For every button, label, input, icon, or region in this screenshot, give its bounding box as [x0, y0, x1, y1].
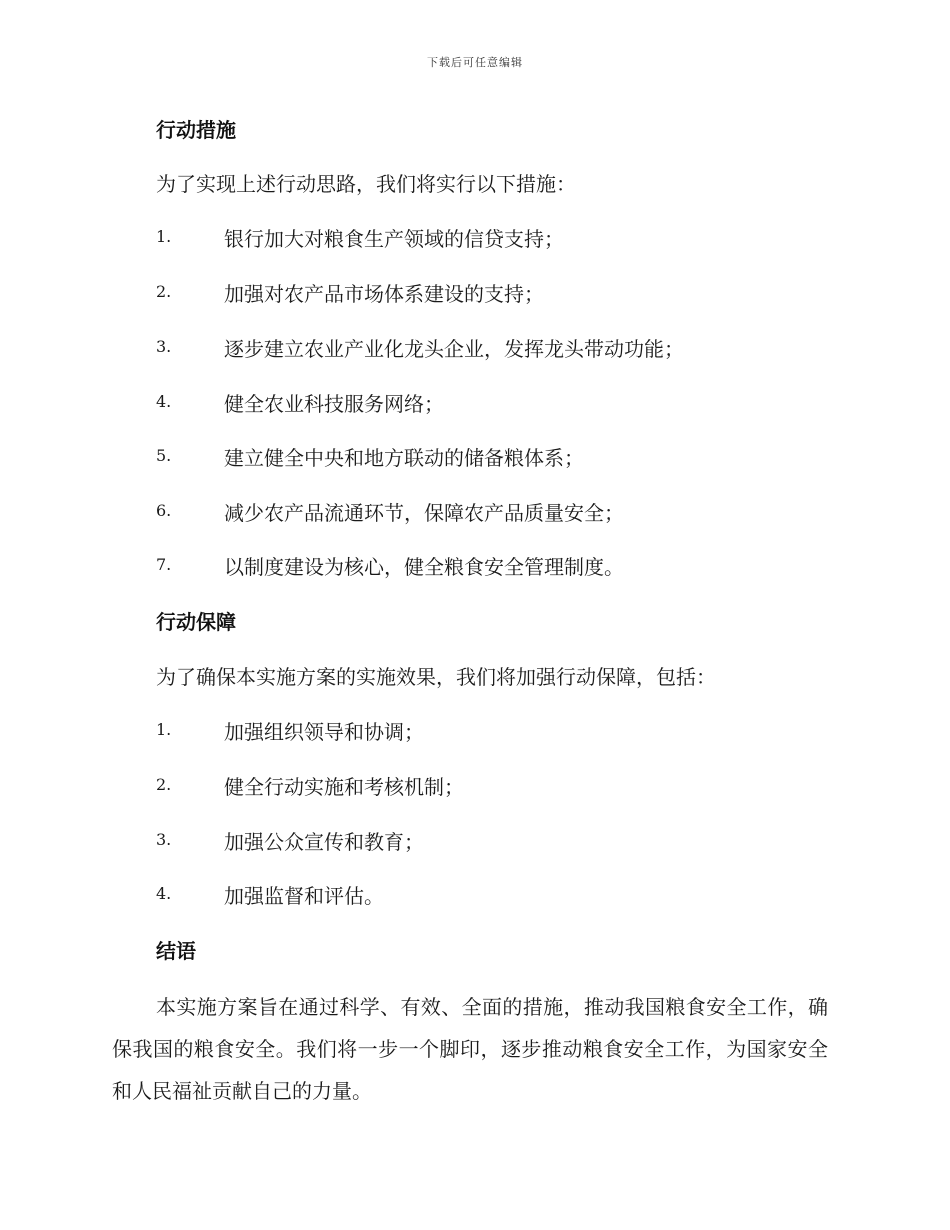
list-item-text: 减少农产品流通环节，保障农产品质量安全；	[224, 501, 624, 525]
list-item-text: 加强监督和评估。	[224, 884, 384, 908]
conclusion-paragraph: 本实施方案旨在通过科学、有效、全面的措施，推动我国粮食安全工作，确保我国的粮食安全。我们将一步一个脚印，逐步推动粮食安全工作，为国家安全和人民福祉贡献自己的力量。	[112, 995, 828, 1103]
list-item-number: 2.	[156, 775, 172, 794]
list-item	[156, 223, 856, 253]
list-item	[156, 826, 856, 856]
list-item-number: 3.	[156, 830, 172, 849]
list-item-text: 以制度建设为核心，健全粮食安全管理制度。	[224, 555, 624, 579]
list-item-text: 逐步建立农业产业化龙头企业，发挥龙头带动功能；	[224, 337, 684, 361]
list-item-text: 健全行动实施和考核机制；	[224, 775, 464, 799]
list-item-number: 2.	[156, 282, 172, 301]
list-item-text: 加强组织领导和协调；	[224, 720, 424, 744]
list-item	[156, 388, 856, 418]
list-item	[156, 278, 856, 308]
list-item-text: 加强公众宣传和教育；	[224, 830, 424, 854]
list-item-number: 4.	[156, 392, 172, 411]
list-item	[156, 880, 856, 910]
list-item-number: 1.	[156, 227, 172, 246]
header-note: 下载后可任意编辑	[427, 56, 523, 69]
list-item-number: 4.	[156, 884, 172, 903]
section-heading-measures: 行动措施	[156, 118, 236, 142]
list-item-number: 3.	[156, 337, 172, 356]
list-item-number: 1.	[156, 720, 172, 739]
list-item-text: 建立健全中央和地方联动的储备粮体系；	[224, 446, 584, 470]
list-item	[156, 497, 856, 527]
list-item	[156, 771, 856, 801]
section-intro-measures: 为了实现上述行动思路，我们将实行以下措施：	[156, 172, 576, 196]
list-item	[156, 442, 856, 472]
section-heading-conclusion: 结语	[156, 939, 196, 963]
list-item-text: 健全农业科技服务网络；	[224, 392, 444, 416]
list-item	[156, 716, 856, 746]
list-item-number: 7.	[156, 555, 172, 574]
list-item-number: 5.	[156, 446, 172, 465]
list-item-text: 加强对农产品市场体系建设的支持；	[224, 282, 544, 306]
list-item-text: 银行加大对粮食生产领域的信贷支持；	[224, 227, 564, 251]
list-item	[156, 333, 856, 363]
section-heading-guarantee: 行动保障	[156, 610, 236, 634]
list-item	[156, 551, 856, 581]
list-item-number: 6.	[156, 501, 172, 520]
section-intro-guarantee: 为了确保本实施方案的实施效果，我们将加强行动保障，包括：	[156, 665, 716, 689]
